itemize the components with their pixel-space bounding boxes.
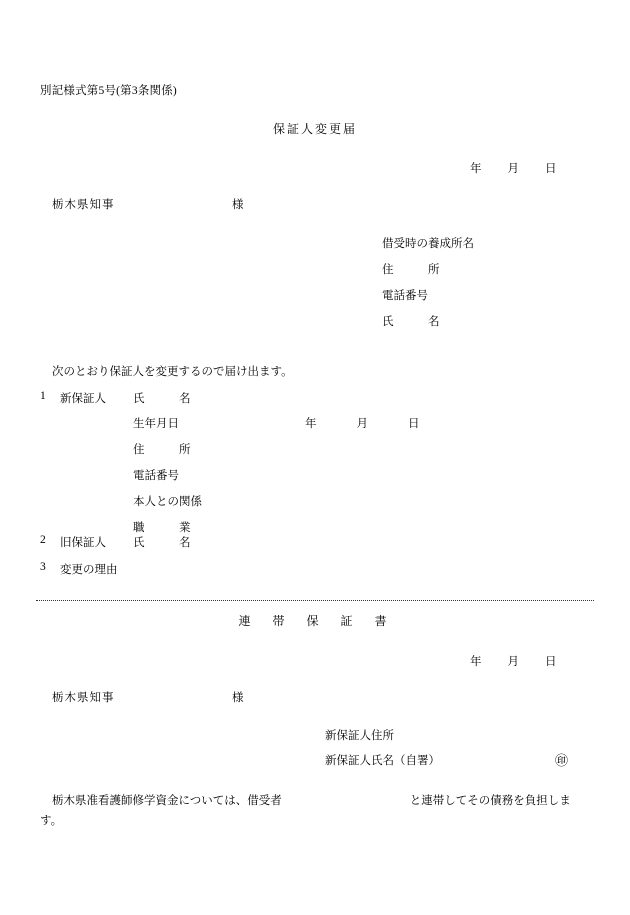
guarantee-year-label: 年 [470,656,482,668]
guarantee-addressee-name: 栃木県知事 [52,692,115,704]
new-guarantor-relation-label: 本人との関係 [133,496,202,508]
guarantee-address-label: 新保証人住所 [325,730,394,742]
statement-text: 次のとおり保証人を変更するので届け出ます。 [52,366,293,378]
document-title: 保証人変更届 [272,122,357,136]
date-year-label: 年 [470,163,482,175]
guarantee-paragraph [52,790,597,812]
old-guarantor-name-label: 氏 名 [133,537,191,549]
new-guarantor-address-label: 住 所 [133,444,191,456]
birth-date-line [305,415,420,431]
birth-day-label: 日 [408,418,420,430]
date-line-guarantee [470,653,557,669]
birth-year-label: 年 [305,418,317,430]
item-1-label: 新保証人 [60,393,106,405]
item-2-number: 2 [40,534,46,546]
guarantee-day-label: 日 [545,656,557,668]
date-month-label: 月 [507,163,519,175]
guarantee-paragraph-part1: 栃木県准看護師修学資金については、借受者 [52,795,282,807]
addressee-honorific: 様 [232,199,244,211]
guarantee-paragraph-part2: と連帯してその債務を負担しま [409,795,571,807]
date-line-top [470,160,557,176]
applicant-school-label: 借受時の養成所名 [382,238,474,250]
applicant-phone-label: 電話番号 [382,290,428,302]
new-guarantor-phone-label: 電話番号 [133,470,179,482]
guarantee-month-label: 月 [507,656,519,668]
item-3-label: 変更の理由 [60,564,118,576]
guarantee-title: 連 帯 保 証 書 [238,614,392,628]
cut-line-divider [36,600,594,601]
item-3-number: 3 [40,561,46,573]
new-guarantor-birth-label: 生年月日 [133,418,179,430]
guarantee-signature-label: 新保証人氏名（自署） [325,755,440,767]
seal-icon: ㊞ [555,753,569,768]
guarantee-addressee-honorific: 様 [232,692,244,704]
new-guarantor-occupation-label: 職 業 [133,522,191,534]
applicant-address-label: 住 所 [382,264,440,276]
form-code: 別記様式第5号(第3条関係) [40,85,177,97]
addressee-name: 栃木県知事 [52,199,115,211]
new-guarantor-name-label: 氏 名 [133,393,191,405]
guarantee-paragraph-cont: す。 [40,815,63,827]
birth-month-label: 月 [356,418,368,430]
date-day-label: 日 [545,163,557,175]
applicant-name-label: 氏 名 [382,316,440,328]
item-1-number: 1 [40,390,46,402]
item-2-label: 旧保証人 [60,537,106,549]
